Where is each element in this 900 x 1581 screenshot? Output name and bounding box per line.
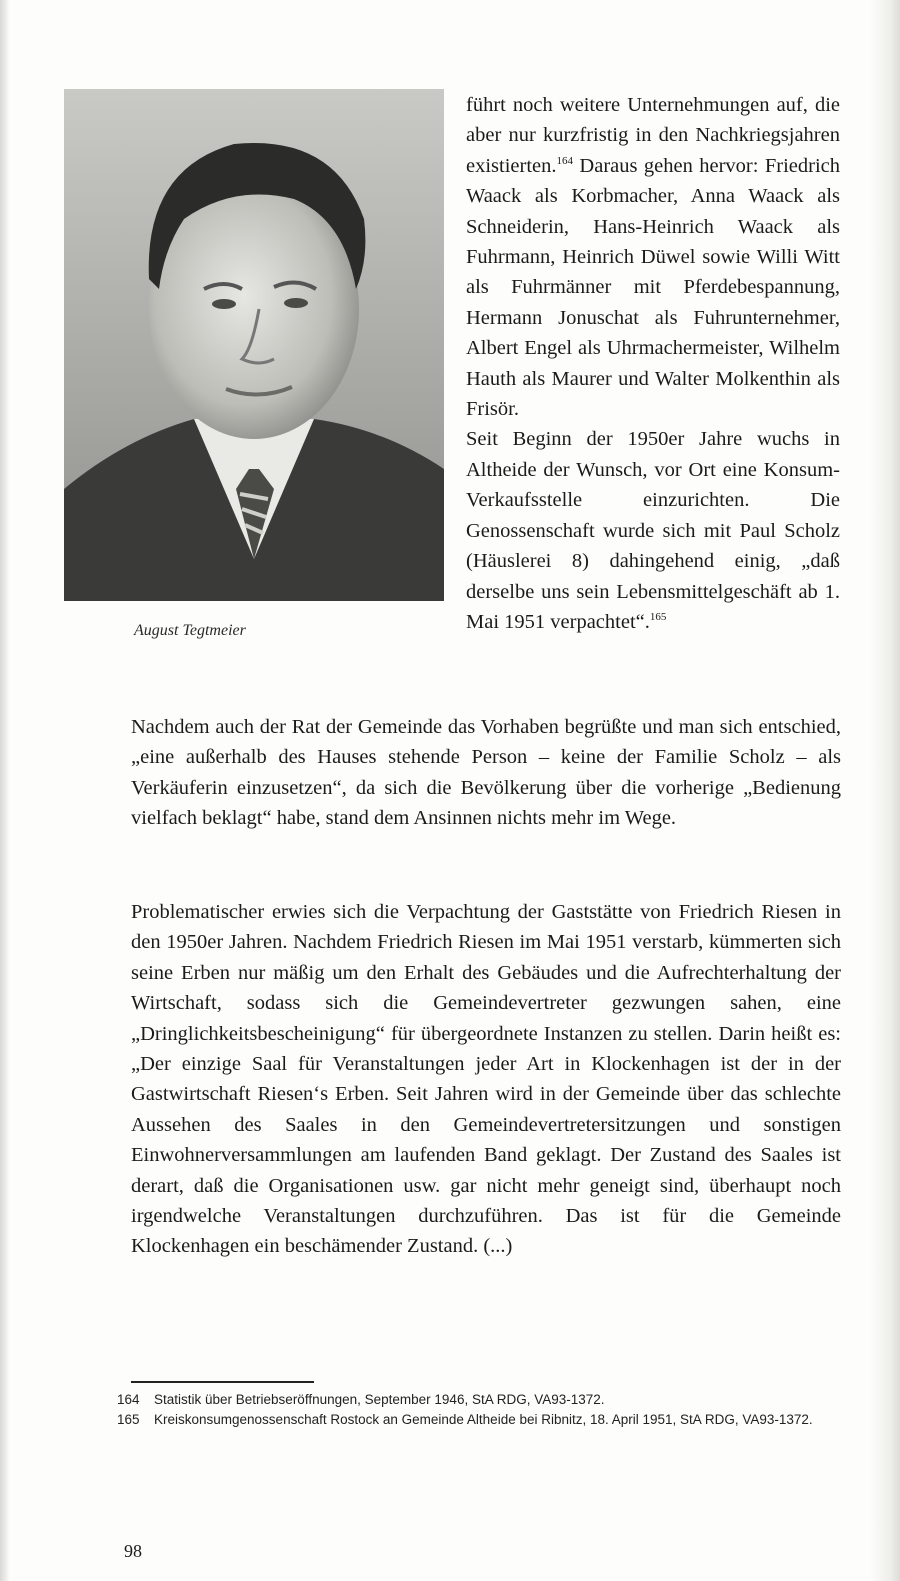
footnote-number: 165	[117, 1412, 140, 1427]
body-paragraph: Problematischer erwies sich die Verpachtung der Gaststätte von Friedrich Riesen in den 1950er Jahren. Nachdem Friedrich Riesen im Mai 1951 verstarb, kümmerten sich seine Erben nur mäßig um den Erhalt des Gebäudes und die Aufrechterhaltung der Wirtschaft, sodass sich die Gemeindevertreter gezwungen sahen, eine „Dringlichkeitsbescheinigung“ für übergeordnete Instanzen zu stellen. Darin heißt es: „Der einzige Saal für Veranstaltungen jeder Art in Klockenhagen ist der in der Gastwirtschaft Riesen‘s Erben. Seit Jahren wird in der Gemeinde über das schlechte Aussehen des Saales in den Gemeindevertretersitzungen und sonstigen Einwohnerversammlungen am laufenden Band geklagt. Der Zustand des Saales ist derart, daß die Organisationen usw. gar nicht mehr geneigt sind, überhaupt noch irgendwelche Veranstaltungen durchzuführen. Das ist für die Gemeinde Klockenhagen ein beschämender Zustand. (...)	[131, 901, 841, 1258]
side-text-part1: führt noch weitere Unternehmungen auf, die aber nur kurzfristig in den Nachkriegsjahren existierten.	[466, 94, 840, 177]
photo-caption: August Tegtmeier	[134, 622, 246, 639]
portrait-photo	[64, 89, 444, 601]
footnote-text: Kreiskonsumgenossenschaft Rostock an Gemeinde Altheide bei Ribnitz, 18. April 1951, StA RDG, VA93-1372.	[154, 1412, 813, 1427]
footnote-165	[117, 1410, 837, 1430]
body-paragraph: Nachdem auch der Rat der Gemeinde das Vorhaben begrüßte und man sich entschied, „eine außerhalb des Hauses stehende Person – keine der Familie Scholz – als Verkäuferin einzusetzen“, da sich die Bevölkerung über die vorherige „Bedienung vielfach beklagt“ habe, stand dem Ansinnen nichts mehr im Wege.	[131, 716, 841, 830]
footnote-text: Statistik über Betriebseröffnungen, September 1946, StA RDG, VA93-1372.	[154, 1392, 605, 1407]
page-number: 98	[124, 1541, 142, 1561]
footnote-number: 164	[117, 1392, 140, 1407]
page-gutter-shadow	[0, 0, 10, 1581]
footnote-ref-164[interactable]: 164	[556, 154, 574, 167]
footnote-ref-165[interactable]: 165	[649, 610, 667, 623]
page-edge-shadow	[870, 0, 900, 1581]
side-text-part2: Daraus gehen hervor: Friedrich Waack als Korbmacher, Anna Waack als Schneiderin, Hans-Heinrich Waack als Fuhrmann, Heinrich Düwel sowie Willi Witt als Fuhrmänner mit Pferdebespannung, Hermann Jonuschat als Fuhrunternehmer, Albert Engel als Uhrmachermeister, Wilhelm Hauth als Maurer und Walter Molkenthin als Frisör.	[466, 154, 840, 421]
side-paragraph	[466, 90, 840, 637]
side-text-part3: Seit Beginn der 1950er Jahre wuchs in Altheide der Wunsch, vor Ort eine Konsum-Verkaufsstelle einzurichten. Die Genossenschaft wurde sich mit Paul Scholz (Häuslerei 8) dahingehend einig, „daß derselbe uns sein Lebensmittelgeschäft ab 1. Mai 1951 verpachtet“.	[466, 428, 840, 633]
footnotes-list	[117, 1390, 837, 1430]
footnote-164	[117, 1390, 837, 1410]
portrait-illustration	[64, 89, 444, 601]
footnote-divider	[131, 1381, 314, 1383]
